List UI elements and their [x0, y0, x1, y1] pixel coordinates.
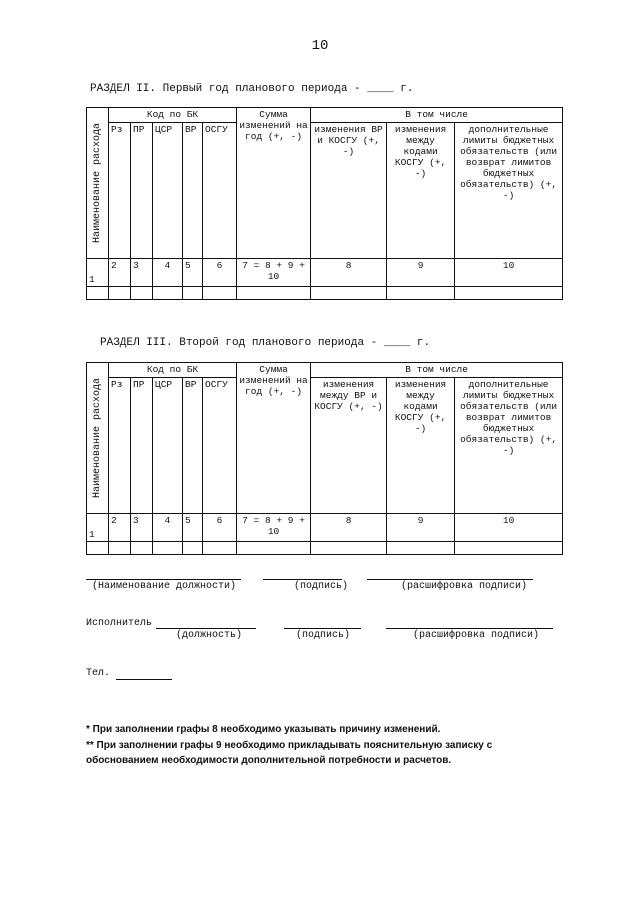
changes-vr-kosgu-header: изменения ВР и КОСГУ (+, -): [311, 123, 387, 259]
section-2-table: [86, 107, 563, 300]
col-name-header: Наименование расхода: [87, 363, 109, 514]
footnote-2: ** При заполнении графы 9 необходимо прикладывать пояснительную записку с обоснованием необходимости дополнительной потребности и расчетов.: [86, 740, 493, 766]
position-label: (Наименование должности): [92, 581, 237, 592]
signature-label: (подпись): [294, 581, 349, 592]
dop-limity-header: дополнительные лимиты бюджетных обязательств (или возврат лимитов бюджетных обязательств) (+, -): [455, 378, 563, 514]
num-cell: 1: [87, 259, 109, 287]
num-cell: 2: [109, 514, 131, 542]
rz-header: Рз: [109, 378, 131, 514]
tel-label: Тел.: [86, 668, 111, 679]
csr-header: ЦСР: [153, 378, 183, 514]
csr-header: ЦСР: [153, 123, 183, 259]
section-2-title: РАЗДЕЛ II. Первый год планового периода - ____ г.: [90, 83, 414, 95]
num-cell: 4: [153, 259, 183, 287]
v-tom-chisle-header: В том числе: [311, 363, 563, 378]
footnote-1: * При заполнении графы 8 необходимо указывать причину изменений.: [86, 724, 441, 735]
num-cell: 7 = 8 + 9 + 10: [237, 259, 311, 287]
signature-line: [263, 579, 342, 580]
num-cell: 10: [455, 259, 563, 287]
num-cell: 1: [87, 514, 109, 542]
col-name-header: Наименование расхода: [87, 108, 109, 259]
changes-kody-header: изменения между кодами КОСГУ (+, -): [387, 123, 455, 259]
decode-line: [367, 579, 533, 580]
num-cell: 3: [131, 259, 153, 287]
pr-header: ПР: [131, 123, 153, 259]
pr-header: ПР: [131, 378, 153, 514]
num-cell: 9: [387, 259, 455, 287]
num-cell: 8: [311, 259, 387, 287]
num-cell: 3: [131, 514, 153, 542]
tel-line: [116, 679, 172, 680]
executor-label: Исполнитель: [86, 618, 153, 629]
kod-bk-header: Код по БК: [109, 108, 237, 123]
vr-header: ВР: [183, 378, 203, 514]
decode-label: (расшифровка подписи): [401, 581, 528, 592]
num-cell: 8: [311, 514, 387, 542]
osgu-header: ОСГУ: [203, 123, 237, 259]
executor-signature-label: (подпись): [296, 630, 351, 641]
empty-row: [87, 287, 563, 300]
num-cell: 6: [203, 259, 237, 287]
changes-kody-header: изменения между кодами КОСГУ (+, -): [387, 378, 455, 514]
executor-decode-line: [386, 628, 553, 629]
executor-signature-line: [284, 628, 361, 629]
num-cell: 5: [183, 514, 203, 542]
executor-decode-label: (расшифровка подписи): [413, 630, 540, 641]
section-3-title: РАЗДЕЛ III. Второй год планового периода - ____ г.: [100, 337, 431, 349]
summa-header: Сумма изменений на год (+, -): [237, 108, 311, 259]
num-cell: 4: [153, 514, 183, 542]
v-tom-chisle-header: В том числе: [311, 108, 563, 123]
empty-row: [87, 542, 563, 555]
section-3-table: [86, 362, 563, 555]
num-cell: 7 = 8 + 9 + 10: [237, 514, 311, 542]
executor-position-label: (должность): [176, 630, 243, 641]
num-cell: 9: [387, 514, 455, 542]
summa-header: Сумма изменений на год (+, -): [237, 363, 311, 514]
num-cell: 2: [109, 259, 131, 287]
num-cell: 5: [183, 259, 203, 287]
kod-bk-header: Код по БК: [109, 363, 237, 378]
rz-header: Рз: [109, 123, 131, 259]
position-line: [86, 579, 241, 580]
dop-limity-header: дополнительные лимиты бюджетных обязательств (или возврат лимитов бюджетных обязательств) (+, -): [455, 123, 563, 259]
vr-header: ВР: [183, 123, 203, 259]
executor-position-line: [156, 628, 256, 629]
changes-vr-kosgu-header: изменения между ВР и КОСГУ (+, -): [311, 378, 387, 514]
osgu-header: ОСГУ: [203, 378, 237, 514]
page-number: 10: [311, 38, 329, 54]
num-cell: 6: [203, 514, 237, 542]
num-cell: 10: [455, 514, 563, 542]
